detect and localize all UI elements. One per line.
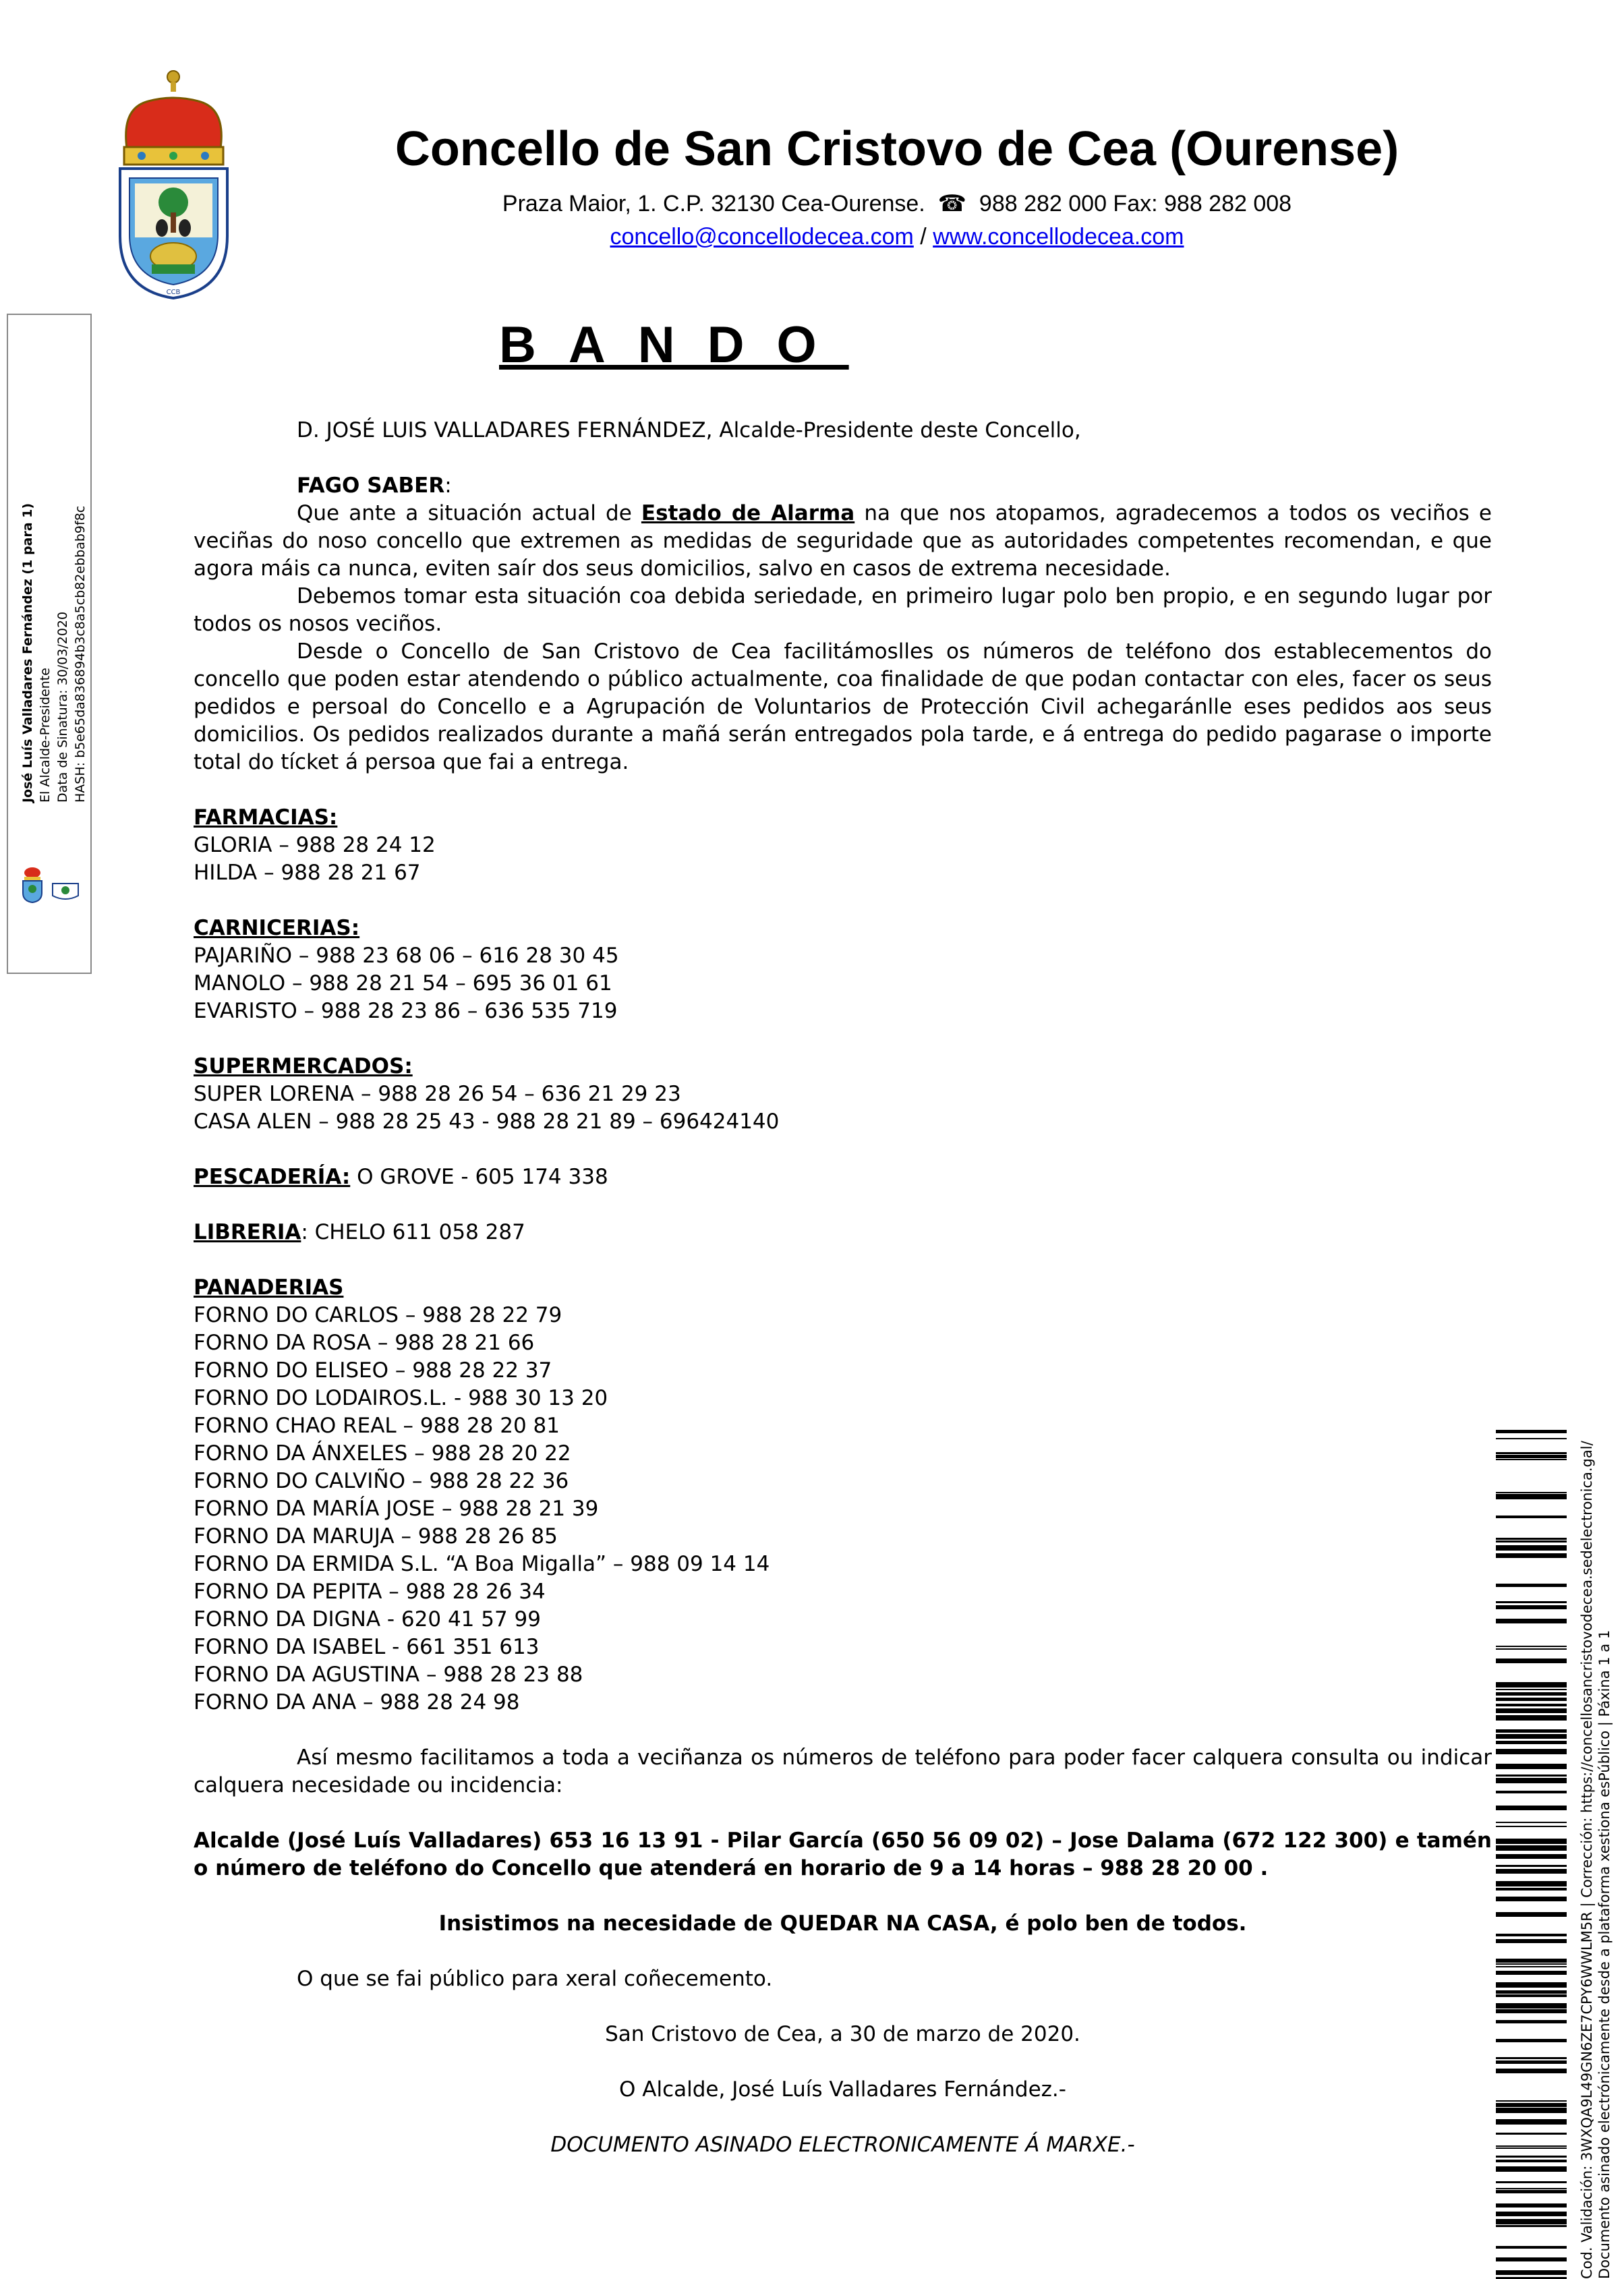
list-item: FORNO DA DIGNA - 620 41 57 99 xyxy=(194,1607,541,1632)
barcode-bar xyxy=(1496,1516,1567,1518)
barcode-bar xyxy=(1496,1708,1567,1713)
barcode-bar xyxy=(1496,1648,1567,1650)
barcode-bar xyxy=(1496,1734,1567,1739)
link-separator: / xyxy=(913,224,933,250)
list-item: PAJARIÑO – 988 23 68 06 – 616 28 30 45 xyxy=(194,944,619,968)
barcode-bar xyxy=(1496,1934,1567,1936)
barcode-bar xyxy=(1496,2147,1567,2149)
barcode-bar xyxy=(1496,1912,1567,1917)
barcode-bar xyxy=(1496,1845,1567,1851)
email-link[interactable]: concello@concellodecea.com xyxy=(610,224,914,250)
list-item: FORNO DA MARUJA – 988 28 26 85 xyxy=(194,1524,558,1549)
barcode-bar xyxy=(1496,1452,1567,1454)
address-line xyxy=(236,190,1558,217)
barcode-bar xyxy=(1496,2003,1567,2009)
barcode-bar xyxy=(1496,2257,1567,2261)
list-item: EVARISTO – 988 28 23 86 – 636 535 719 xyxy=(194,999,618,1023)
barcode-bar xyxy=(1496,2219,1567,2224)
barcode-bar xyxy=(1496,1459,1567,1460)
fago-saber-line xyxy=(194,472,1492,500)
barcode-bar xyxy=(1496,1897,1567,1901)
libreria-heading: LIBRERIA xyxy=(194,1220,301,1244)
website-link[interactable]: www.concellodecea.com xyxy=(933,224,1184,250)
barcode-bar xyxy=(1496,2246,1567,2249)
closing-line: O que se fai público para xeral coñecemento. xyxy=(297,1967,773,1991)
barcode-bar xyxy=(1496,1778,1567,1783)
barcode-bar xyxy=(1496,1430,1567,1433)
pescaderia-line xyxy=(194,1163,1492,1191)
barcode-bar xyxy=(1496,1939,1567,1943)
list-item: FORNO DA ROSA – 988 28 21 66 xyxy=(194,1331,535,1355)
barcode-bar xyxy=(1496,1538,1567,1540)
barcode-bar xyxy=(1496,2145,1567,2147)
barcode-bar xyxy=(1496,1545,1567,1551)
barcode-bar xyxy=(1496,1553,1567,1558)
pescaderia-heading: PESCADERÍA: xyxy=(194,1165,351,1189)
paragraph-1-post: na que nos atopamos, agradecemos a todos os veciños e veciñas do noso concello que extremen as medidas de seguridade que as autoridades competentes recomendan, e que agora máis ca nunca, eviten saír dos seus domicilios, salvo en casos de extrema necesidade. xyxy=(194,501,1492,581)
list-item: FORNO DA AGUSTINA – 988 28 23 88 xyxy=(194,1663,583,1687)
barcode-bar xyxy=(1496,1971,1567,1975)
farmacias-heading: FARMACIAS: xyxy=(194,805,338,830)
insist-line: Insistimos na necesidade de QUEDAR NA CASA, é polo ben de todos. xyxy=(438,1911,1247,1936)
barcode-bar xyxy=(1496,1854,1567,1859)
barcode-bar xyxy=(1496,1741,1567,1744)
barcode-bar xyxy=(1496,1881,1567,1886)
signer-role: El Alcalde-Presidente xyxy=(38,668,53,803)
barcode-bar xyxy=(1496,1982,1567,1988)
list-item: FORNO DA ANA – 988 28 24 98 xyxy=(194,1690,520,1714)
barcode-bar xyxy=(1496,2166,1567,2172)
barcode-bar xyxy=(1496,1692,1567,1696)
bando-heading: BANDO xyxy=(499,316,849,374)
validation-platform-line: Documento asinado electrónicamente desde a plataforma xestiona esPúblico | Páxina 1 a 1 xyxy=(1596,1629,1613,2279)
paragraph-3: Desde o Concello de San Cristovo de Cea facilitámoslles os números de teléfono dos establecementos do concello que poden estar atendendo o público actualmente, coa finalidade de que podan contactar con eles, facer os seus pedidos e persoal do Concello e a Agrupación de Voluntarios de Protección Civil achegaránlle eses pedidos aos seus domicilios. Os pedidos realizados durante a mañá serán entregados pola tarde, e á entrega do pedido pagarase o importe total do tícket á persoa que fai a entrega. xyxy=(194,639,1492,774)
phone-fax-text: 988 282 000 Fax: 988 282 008 xyxy=(979,191,1292,217)
barcode-bar xyxy=(1496,1438,1567,1439)
validation-code-line: Cod. Validación: 3WXQA9L49GN6ZE7CPY6WWLM5R | Corrección: https://concellosancristovodecea.sedelectronica.gal/ xyxy=(1579,1441,1595,2279)
barcode-bar xyxy=(1496,2212,1567,2216)
barcode-bar xyxy=(1496,2108,1567,2113)
stamp-coat-of-arms-icon xyxy=(18,863,82,904)
telephone-icon: ☎ xyxy=(931,191,973,217)
fago-saber-label: FAGO SABER xyxy=(297,473,445,498)
barcode-bar xyxy=(1496,1959,1567,1963)
barcode-bar xyxy=(1496,1689,1567,1690)
paragraph-1-pre: Que ante a situación actual de xyxy=(297,501,641,525)
barcode-bar xyxy=(1496,1698,1567,1701)
libreria-line xyxy=(194,1219,1492,1246)
list-item: FORNO CHAO REAL – 988 28 20 81 xyxy=(194,1414,560,1438)
barcode-bar xyxy=(1496,1492,1567,1493)
barcode-bar xyxy=(1496,1966,1567,1967)
barcode-bar xyxy=(1496,1806,1567,1810)
barcode-bar xyxy=(1496,2060,1567,2064)
list-item: SUPER LORENA – 988 28 26 54 – 636 21 29 23 xyxy=(194,1082,681,1106)
barcode-bar xyxy=(1496,1775,1567,1777)
contacts-line-1: Alcalde (José Luís Valladares) 653 16 13 91 - Pilar García (650 56 09 02) – Jose Dalama (672 122 300) e tamén xyxy=(194,1828,1492,1853)
barcode-bar xyxy=(1496,1540,1567,1542)
panaderias-list xyxy=(194,1302,1492,1717)
barcode-bar xyxy=(1496,2020,1567,2023)
list-item: FORNO DA PEPITA – 988 28 26 34 xyxy=(194,1580,546,1604)
barcode-bar xyxy=(1496,1658,1567,1663)
list-item: FORNO DO LODAIROS.L. - 988 30 13 20 xyxy=(194,1386,608,1410)
barcode-bar xyxy=(1496,1826,1567,1827)
panaderias-heading: PANADERIAS xyxy=(194,1275,344,1300)
document-body xyxy=(194,417,1492,2159)
barcode-bar xyxy=(1496,2039,1567,2042)
barcode-bar xyxy=(1496,1839,1567,1844)
barcode-bar xyxy=(1496,1990,1567,1994)
barcode-bar xyxy=(1496,1994,1567,1997)
supermercados-heading: SUPERMERCADOS: xyxy=(194,1054,413,1078)
barcode-bar xyxy=(1496,1822,1567,1823)
barcode-bar xyxy=(1496,1888,1567,1891)
barcode-bar xyxy=(1496,1749,1567,1754)
contact-links xyxy=(236,224,1558,250)
list-item: MANOLO – 988 28 21 54 – 695 36 01 61 xyxy=(194,971,612,996)
signed-note: DOCUMENTO ASINADO ELECTRONICAMENTE Á MARXE.- xyxy=(550,2133,1135,2157)
barcode-bar xyxy=(1496,1494,1567,1499)
barcode-bar xyxy=(1496,2119,1567,2125)
barcode-bar xyxy=(1496,1605,1567,1609)
list-item: FORNO DO CARLOS – 988 28 22 79 xyxy=(194,1303,562,1327)
paragraph-2: Debemos tomar esta situación coa debida seriedade, en primeiro lugar polo ben propio, e en segundo lugar por todos os nosos veciños. xyxy=(194,584,1492,636)
list-item: FORNO DA ERMIDA S.L. “A Boa Migalla” – 988 09 14 14 xyxy=(194,1552,770,1576)
barcode-bar xyxy=(1496,2225,1567,2227)
carnicerias-heading: CARNICERIAS: xyxy=(194,916,360,940)
barcode-bar xyxy=(1496,2270,1567,2275)
barcode-bar xyxy=(1496,1791,1567,1793)
barcode-bar xyxy=(1496,2181,1567,2183)
signature-date: Data de Sinatura: 30/03/2020 xyxy=(55,611,70,803)
barcode-bar xyxy=(1496,2160,1567,2162)
signer-line: José Luís Valladares Fernández (1 para 1) xyxy=(20,502,35,803)
list-item: FORNO DA ISABEL - 661 351 613 xyxy=(194,1635,540,1659)
barcode-bar xyxy=(1496,1455,1567,1458)
barcode-bar xyxy=(1496,2188,1567,2189)
barcode-bar xyxy=(1496,2009,1567,2013)
barcode-bar xyxy=(1496,2069,1567,2073)
svg-text:CCB: CCB xyxy=(166,289,181,296)
barcode-bar xyxy=(1496,2100,1567,2102)
signer-name: O Alcalde, José Luís Valladares Fernández.- xyxy=(619,2077,1066,2102)
paragraph-4: Así mesmo facilitamos a toda a veciñanza os números de teléfono para poder facer calquera consulta ou indicar calquera necesidade ou incidencia: xyxy=(194,1746,1492,1797)
list-item: GLORIA – 988 28 24 12 xyxy=(194,833,436,857)
libreria-text: : CHELO 611 058 287 xyxy=(301,1220,525,1244)
coat-of-arms-logo xyxy=(115,67,233,300)
barcode-bar xyxy=(1496,2057,1567,2059)
signature-hash: HASH: b5e65da836894b3c8a5cb82ebbab9f8c xyxy=(73,505,88,803)
barcode-bar xyxy=(1496,1764,1567,1769)
list-item: FORNO DO CALVIÑO – 988 28 22 36 xyxy=(194,1469,569,1493)
barcode-bar xyxy=(1496,1619,1567,1623)
list-item: FORNO DA MARÍA JOSE – 988 28 21 39 xyxy=(194,1497,599,1521)
list-item: FORNO DO ELISEO – 988 28 22 37 xyxy=(194,1358,552,1383)
barcode-bar xyxy=(1496,1869,1567,1874)
barcode-bar xyxy=(1496,1682,1567,1687)
intro-line: D. JOSÉ LUIS VALLADARES FERNÁNDEZ, Alcalde-Presidente deste Concello, xyxy=(297,418,1081,442)
barcode-bar xyxy=(1496,1584,1567,1587)
barcode-bar xyxy=(1496,2133,1567,2135)
barcode-bar xyxy=(1496,1715,1567,1721)
barcode-bar xyxy=(1496,1865,1567,1867)
place-date: San Cristovo de Cea, a 30 de marzo de 2020. xyxy=(605,2022,1080,2046)
barcode-bar xyxy=(1496,1646,1567,1647)
barcode-bar xyxy=(1496,2190,1567,2193)
pescaderia-text: O GROVE - 605 174 338 xyxy=(350,1165,608,1189)
page-title: Concello de San Cristovo de Cea (Ourense) xyxy=(395,122,1399,176)
address-text: Praza Maior, 1. C.P. 32130 Cea-Ourense. xyxy=(502,191,925,217)
paragraph-1 xyxy=(194,500,1492,583)
barcode xyxy=(1496,1430,1567,2279)
list-item: CASA ALEN – 988 28 25 43 - 988 28 21 89 – 696424140 xyxy=(194,1109,780,1134)
list-item: HILDA – 988 28 21 67 xyxy=(194,861,421,885)
barcode-bar xyxy=(1496,2156,1567,2158)
estado-de-alarma: Estado de Alarma xyxy=(641,501,855,525)
barcode-bar xyxy=(1496,1963,1567,1965)
signature-stamp-text xyxy=(19,330,89,803)
barcode-bar xyxy=(1496,2103,1567,2107)
list-item: FORNO DA ÁNXELES – 988 28 20 22 xyxy=(194,1441,571,1466)
barcode-bar xyxy=(1496,2203,1567,2208)
barcode-bar xyxy=(1496,1729,1567,1733)
validation-text xyxy=(1578,1375,1619,2279)
contacts-line-2: o número de teléfono do Concello que atenderá en horario de 9 a 14 horas – 988 28 20 00 . xyxy=(194,1856,1269,1880)
fago-saber-colon: : xyxy=(444,473,452,498)
barcode-bar xyxy=(1496,1601,1567,1603)
barcode-bar xyxy=(1496,1704,1567,1706)
